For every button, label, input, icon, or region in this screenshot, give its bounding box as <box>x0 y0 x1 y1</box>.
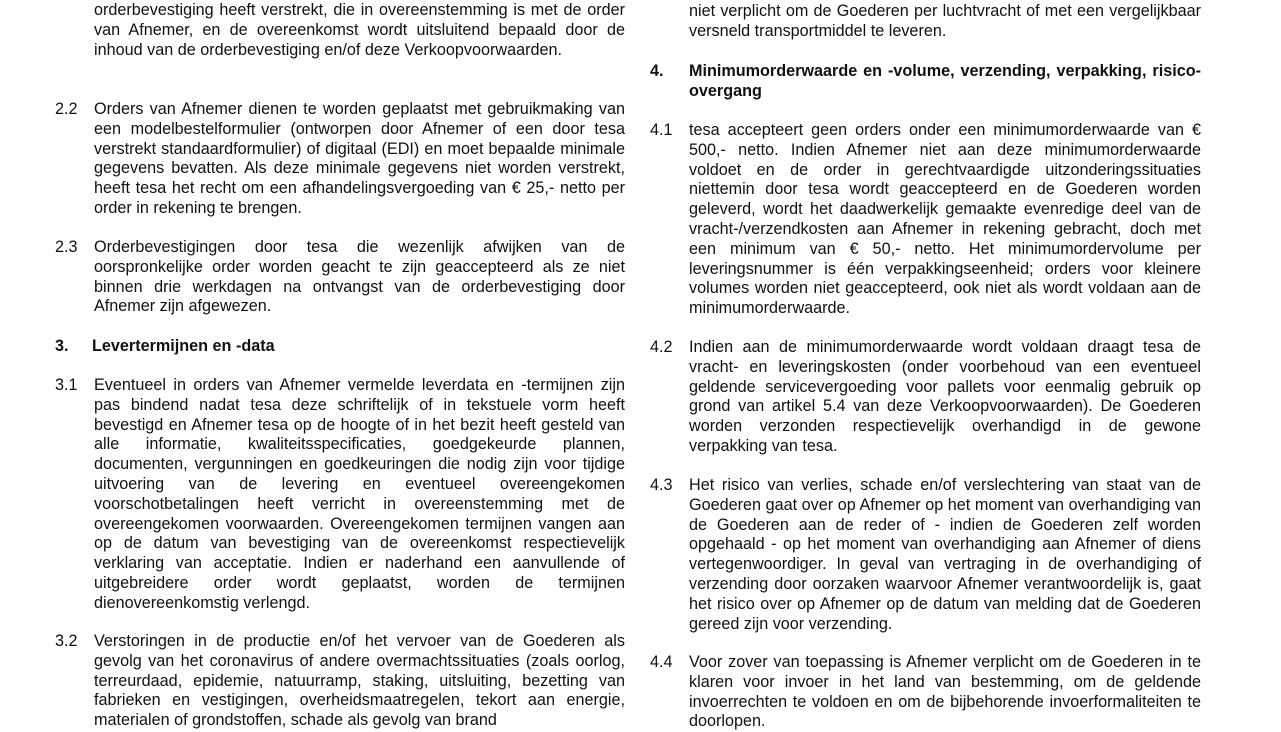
paragraph-text: Orders van Afnemer dienen te worden geplaatst met gebruikmaking van een modelbestelformulier (ontworpen door Afnemer of een door tesa verstrekt standaardformulier) of digitaal (EDI) en moet bepaalde minimale gegevens bevatten. Als deze minimale gegevens niet worden verstrekt, heeft tesa het recht om een afhandelingsvergoeding van € 25,- netto per order in rekening te brengen. <box>94 100 625 217</box>
paragraph-2-1-continuation <box>55 1 625 60</box>
paragraph-number: 4.2 <box>650 338 673 356</box>
paragraph-text: tesa accepteert geen orders onder een minimumorderwaarde van € 500,- netto. Indien Afnemer niet aan deze minimumorderwaarde voldoet en de order in gerechtvaardigde uitzonderingssituaties niettemin door tesa wordt geaccepteerd en de Goederen worden geleverd, wordt het daadwerkelijk gemaakte evenredige deel van de vracht-/verzendkosten aan Afnemer in rekening gebracht, doch met een minimum van € 50,- netto. Het minimumordervolume per leveringsnummer is één verpakkingseenheid; orders voor kleinere volumes worden niet geaccepteerd, ook niet als wordt voldaan aan de minimumorderwaarde. <box>689 121 1201 318</box>
paragraph-4-2 <box>650 338 1201 457</box>
paragraph-number: 3.1 <box>55 376 78 394</box>
paragraph-text: niet verplicht om de Goederen per luchtvracht of met een vergelijkbaar versneld transportmiddel te leveren. <box>689 2 1201 40</box>
section-heading-3 <box>55 337 625 357</box>
paragraph-2-2 <box>55 100 625 219</box>
paragraph-text: orderbevestiging heeft verstrekt, die in overeenstemming is met de order van Afnemer, en de overeenkomst wordt uitsluitend bepaald door de inhoud van de orderbevestiging en/of deze Verkoopvoorwaarden. <box>94 1 625 59</box>
paragraph-text: Orderbevestigingen door tesa die wezenlijk afwijken van de oorspronkelijke order worden geacht te zijn geaccepteerd als ze niet binnen drie werkdagen na ontvangst van de orderbevestiging door Afnemer zijn afgewezen. <box>94 238 625 316</box>
paragraph-4-4 <box>650 653 1201 732</box>
paragraph-number: 4.3 <box>650 476 673 494</box>
section-title: Minimumorderwaarde en -volume, verzending, verpakking, risico-overgang <box>689 62 1201 100</box>
section-number: 3. <box>55 337 69 355</box>
section-heading-4 <box>650 62 1201 102</box>
paragraph-3-continuation <box>650 2 1201 42</box>
section-title: Levertermijnen en -data <box>92 337 275 355</box>
paragraph-text: Indien aan de minimumorderwaarde wordt voldaan draagt tesa de vracht- en leveringskosten (onder voorbehoud van een eventueel geldende servicevergoeding voor pallets voor eenmalig gebruik op grond van artikel 5.4 van deze Verkoopvoorwaarden). De Goederen worden verzonden respectievelijk overhandigd in de gewone verpakking van tesa. <box>689 338 1201 455</box>
paragraph-number: 4.1 <box>650 121 673 139</box>
section-number: 4. <box>650 62 664 80</box>
paragraph-text: Voor zover van toepassing is Afnemer verplicht om de Goederen in te klaren voor invoer in het land van bestemming, om de geldende invoerrechten te voldoen en om de bijbehorende invoerformaliteiten te doorlopen. <box>689 653 1201 731</box>
paragraph-3-1 <box>55 376 625 614</box>
paragraph-text: Het risico van verlies, schade en/of verslechtering van staat van de Goederen gaat over op Afnemer op het moment van overhandiging van de Goederen aan de reder of - indien de Goederen zelf worden opgehaald - op het moment van overhandiging aan Afnemer of diens vertegenwoordiger. In geval van vertraging in de overhandiging of verzending door oorzaken waarvoor Afnemer verantwoordelijk is, gaat het risico over op Afnemer op de datum van melding dat de Goederen gereed zijn voor verzending. <box>689 476 1201 633</box>
paragraph-number: 2.2 <box>55 100 78 118</box>
paragraph-2-3 <box>55 238 625 317</box>
paragraph-number: 3.2 <box>55 632 78 650</box>
paragraph-text: Eventueel in orders van Afnemer vermelde leverdata en -termijnen zijn pas bindend nadat tesa deze schriftelijk of in tekstuele vorm heeft bevestigd en Afnemer tesa op de hoogte of in het bezit heeft gesteld van alle informatie, kwaliteitsspecificaties, goedgekeurde plannen, documenten, vergunningen en goedkeuringen die nodig zijn voor tijdige uitvoering van de levering en eventueel overeengekomen voorschotbetalingen heeft verricht in overeenstemming met de overeengekomen voorwaarden. Overeengekomen termijnen vangen aan op de datum van bevestiging van de overeenkomst respectievelijk verklaring van acceptatie. Indien er naderhand een aanvullende of uitgebreidere order wordt geplaatst, worden de termijnen dienovereenkomstig verlengd. <box>94 376 625 612</box>
paragraph-text: Verstoringen in de productie en/of het vervoer van de Goederen als gevolg van het coronavirus of andere overmachtssituaties (zoals oorlog, terreurdaad, epidemie, natuurramp, staking, uitsluiting, bezetting van fabrieken en vestigingen, overheidsmaatregelen, tekort aan energie, materialen of grondstoffen, schade als gevolg van brand <box>94 632 625 730</box>
paragraph-3-2 <box>55 632 625 731</box>
paragraph-number: 2.3 <box>55 238 78 256</box>
paragraph-4-3 <box>650 476 1201 634</box>
paragraph-number: 4.4 <box>650 653 673 671</box>
paragraph-4-1 <box>650 121 1201 319</box>
